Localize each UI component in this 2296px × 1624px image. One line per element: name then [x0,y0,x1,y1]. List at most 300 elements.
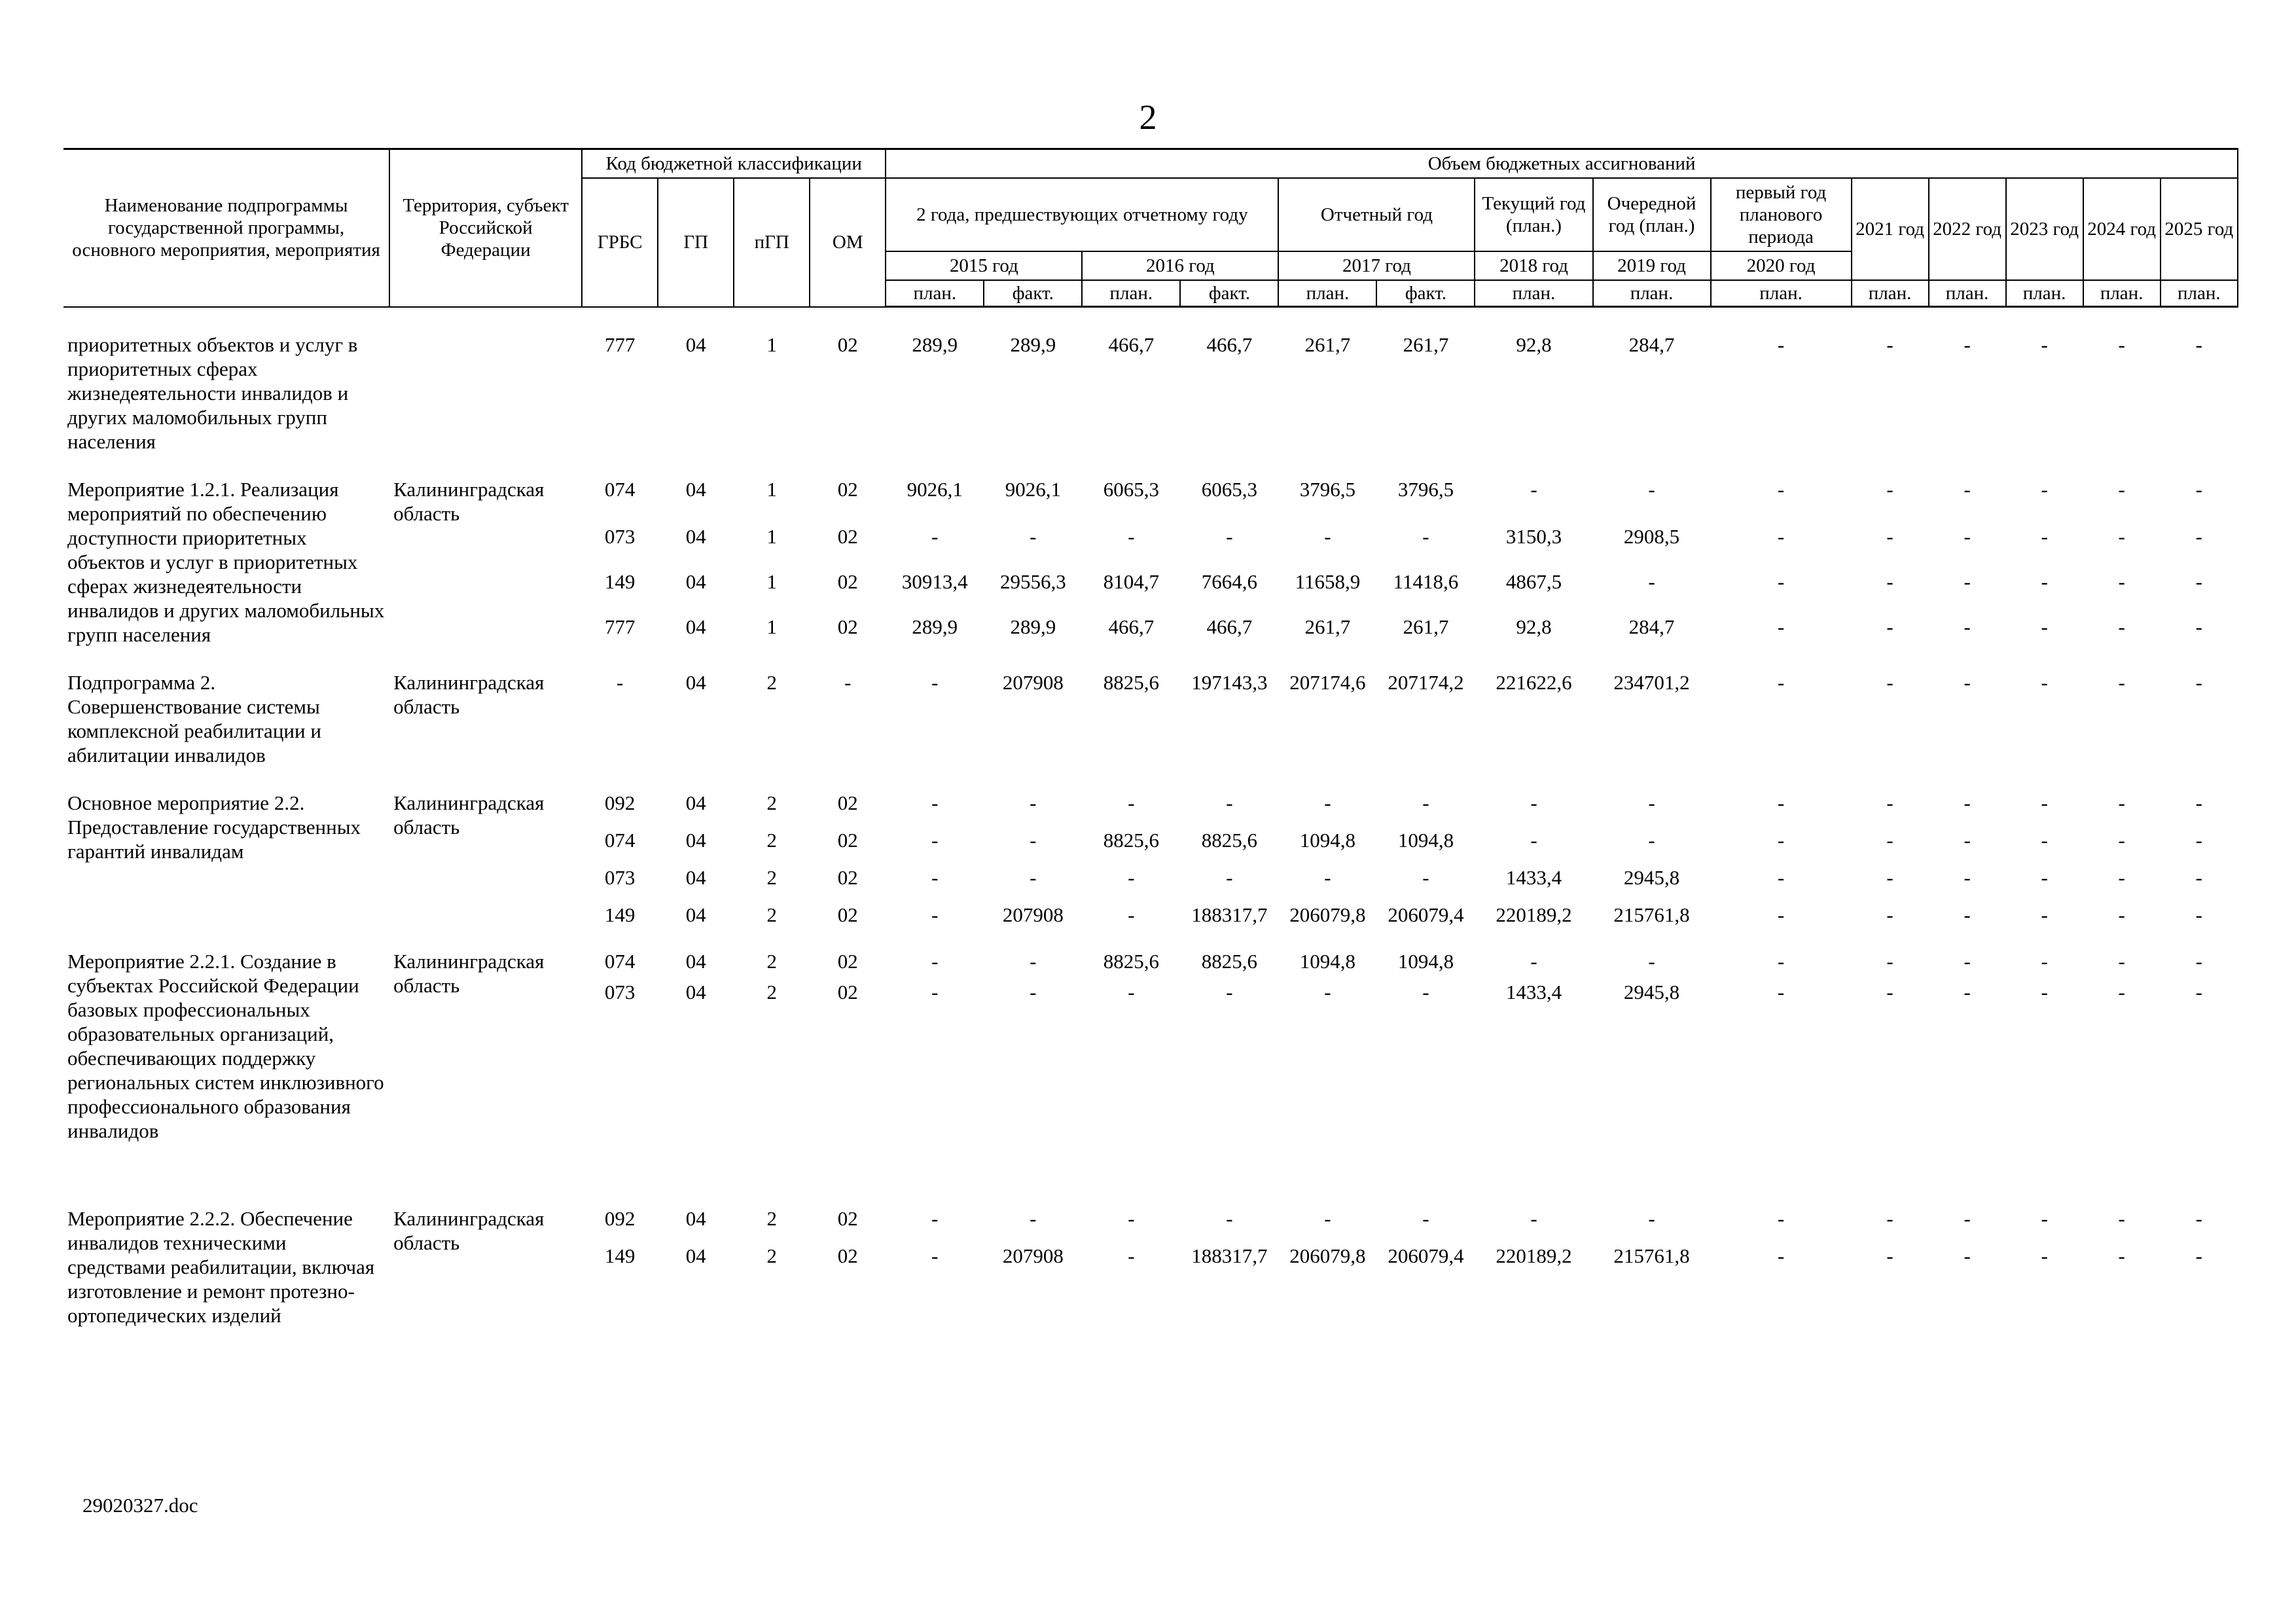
cell-om: 02 [837,903,858,926]
header-first-plan-year: первый год планового периода [1711,178,1852,251]
cell-2021-plan: - [1886,865,1893,889]
cell-2016-plan: 466,7 [1108,333,1155,356]
cell-2024-plan: - [2118,333,2125,356]
cell-gp: 04 [685,828,706,852]
header-plan: план. [1929,280,2006,307]
cell-2022-plan: - [1964,791,1971,814]
cell-2021-plan: - [1886,670,1893,694]
cell-2023-plan: - [2041,1244,2048,1267]
cell-2023-plan: - [2041,949,2048,973]
cell-om: 02 [837,1206,858,1230]
cell-2021-plan: - [1886,569,1893,593]
header-2022: 2022 год [1929,178,2006,280]
cell-2019-plan: 284,7 [1628,615,1675,638]
cell-2022-plan: - [1964,670,1971,694]
cell-2017-fact: - [1422,980,1429,1003]
cell-2019-plan: 215761,8 [1613,1244,1690,1267]
table-row [63,653,2238,774]
cell-2016-plan: - [1128,980,1135,1003]
cell-2015-fact: 207908 [1002,1244,1064,1267]
cell-2025-plan: - [2195,903,2202,926]
cell-2016-plan: - [1128,1244,1135,1267]
cell-2022-plan: - [1964,980,1971,1003]
cell-2022-plan: - [1964,828,1971,852]
cell-pgp: 1 [766,569,777,593]
cell-2024-plan: - [2118,1206,2125,1230]
cell-2020-plan: - [1777,569,1785,593]
cell-2020-plan: - [1777,477,1785,501]
cell-grbs: 073 [604,865,636,889]
cell-2025-plan: - [2195,980,2202,1003]
cell-2018-plan: 220189,2 [1496,1244,1572,1267]
cell-2023-plan: - [2041,569,2048,593]
cell-2020-plan: - [1777,791,1785,814]
cell-2017-fact: 206079,4 [1388,1244,1464,1267]
cell-2015-plan: - [931,1244,939,1267]
cell-gp: 04 [685,980,706,1003]
cell-2024-plan: - [2118,828,2125,852]
cell-2025-plan: - [2195,828,2202,852]
cell-2025-plan: - [2195,791,2202,814]
header-volume: Объем бюджетных ассигнований [886,149,2238,179]
cell-2019-plan: - [1648,791,1655,814]
cell-2025-plan: - [2195,865,2202,889]
row-territory [389,307,582,460]
cell-2024-plan: - [2118,865,2125,889]
cell-2025-plan: - [2195,477,2202,501]
cell-2024-plan: - [2118,477,2125,501]
cell-2015-plan: - [931,980,939,1003]
header-2020: 2020 год [1711,251,1852,280]
cell-2015-fact: 207908 [1002,670,1064,694]
cell-om: 02 [837,477,858,501]
cell-2023-plan: - [2041,524,2048,548]
cell-2017-plan: 1094,8 [1299,949,1356,973]
cell-2016-plan: 466,7 [1108,615,1155,638]
cell-gp: 04 [685,791,706,814]
cell-2016-fact: - [1226,524,1233,548]
row-name: приоритетных объектов и услуг в приоритетных сферах жизнедеятельности инвалидов и других маломобильных групп населения [67,333,358,453]
cell-2016-fact: - [1226,791,1233,814]
cell-2018-plan: - [1530,477,1537,501]
row-name: Подпрограмма 2. Совершенствование системы комплексной реабилитации и абилитации инвалидов [67,670,321,767]
cell-2015-plan: 9026,1 [906,477,963,501]
cell-2024-plan: - [2118,980,2125,1003]
cell-2022-plan: - [1964,524,1971,548]
cell-2025-plan: - [2195,569,2202,593]
cell-2020-plan: - [1777,1244,1785,1267]
cell-2016-fact: 6065,3 [1201,477,1258,501]
cell-2023-plan: - [2041,477,2048,501]
cell-om: - [844,670,852,694]
cell-pgp: 1 [766,524,777,548]
cell-2024-plan: - [2118,791,2125,814]
cell-2015-fact: - [1030,828,1037,852]
header-plan: план. [1593,280,1711,307]
cell-pgp: 2 [766,949,777,973]
cell-2018-plan: - [1530,949,1537,973]
cell-pgp: 1 [766,333,777,356]
cell-2022-plan: - [1964,1206,1971,1230]
cell-2015-fact: 289,9 [1010,615,1056,638]
cell-2017-fact: 11418,6 [1393,569,1459,593]
cell-2023-plan: - [2041,903,2048,926]
cell-2023-plan: - [2041,615,2048,638]
cell-pgp: 2 [766,670,777,694]
cell-grbs: 073 [604,524,636,548]
cell-grbs: 149 [604,1244,636,1267]
cell-2016-plan: 8104,7 [1103,569,1159,593]
cell-2016-plan: - [1128,865,1135,889]
cell-2015-fact: 29556,3 [999,569,1066,593]
cell-2016-fact: 188317,7 [1191,903,1268,926]
cell-pgp: 2 [766,828,777,852]
cell-2020-plan: - [1777,903,1785,926]
cell-2023-plan: - [2041,670,2048,694]
cell-2015-plan: - [931,828,939,852]
cell-2018-plan: - [1530,791,1537,814]
header-current-year: Текущий год (план.) [1475,178,1592,251]
cell-2015-plan: - [931,865,939,889]
cell-2016-fact: 188317,7 [1191,1244,1268,1267]
cell-2015-plan: - [931,791,939,814]
cell-2017-plan: 261,7 [1304,333,1351,356]
header-prev-years: 2 года, предшествующих отчетному году [886,178,1278,251]
header-2018: 2018 год [1475,251,1592,280]
cell-2021-plan: - [1886,903,1893,926]
cell-grbs: 074 [604,828,636,852]
cell-2025-plan: - [2195,670,2202,694]
cell-grbs: 777 [604,333,636,356]
cell-2019-plan: - [1648,477,1655,501]
cell-2020-plan: - [1777,949,1785,973]
cell-2016-plan: 6065,3 [1103,477,1159,501]
cell-2023-plan: - [2041,333,2048,356]
header-next-year: Очередной год (план.) [1593,178,1711,251]
table-row [63,774,2238,821]
cell-2017-plan: - [1324,1206,1331,1230]
cell-2016-fact: - [1226,865,1233,889]
cell-2020-plan: - [1777,670,1785,694]
cell-grbs: 074 [604,477,636,501]
cell-2015-fact: - [1030,791,1037,814]
header-plan: план. [1852,280,1929,307]
cell-2018-plan: 92,8 [1516,615,1552,638]
cell-om: 02 [837,865,858,889]
cell-2020-plan: - [1777,524,1785,548]
cell-om: 02 [837,980,858,1003]
cell-grbs: 092 [604,791,636,814]
cell-grbs: 092 [604,1206,636,1230]
cell-pgp: 2 [766,1206,777,1230]
cell-2020-plan: - [1777,1206,1785,1230]
cell-2016-fact: - [1226,980,1233,1003]
cell-2015-fact: 289,9 [1010,333,1056,356]
cell-grbs: 073 [604,980,636,1003]
cell-2016-plan: - [1128,524,1135,548]
cell-om: 02 [837,1244,858,1267]
cell-grbs: 149 [604,903,636,926]
header-2015: 2015 год [886,251,1082,280]
header-budget-code: Код бюджетной классификации [582,149,886,179]
cell-2017-plan: 206079,8 [1289,903,1366,926]
cell-2019-plan: - [1648,949,1655,973]
cell-2021-plan: - [1886,980,1893,1003]
cell-gp: 04 [685,569,706,593]
cell-2022-plan: - [1964,865,1971,889]
cell-pgp: 2 [766,1244,777,1267]
cell-2025-plan: - [2195,333,2202,356]
cell-2023-plan: - [2041,1206,2048,1230]
cell-2016-plan: 8825,6 [1103,949,1159,973]
cell-2024-plan: - [2118,569,2125,593]
cell-2021-plan: - [1886,1206,1893,1230]
cell-2017-fact: 261,7 [1403,615,1449,638]
cell-grbs: 149 [604,569,636,593]
cell-2021-plan: - [1886,333,1893,356]
cell-2018-plan: 4867,5 [1505,569,1562,593]
cell-pgp: 2 [766,865,777,889]
cell-2022-plan: - [1964,477,1971,501]
cell-2015-plan: 30913,4 [901,569,968,593]
cell-2016-fact: 197143,3 [1191,670,1268,694]
header-2021: 2021 год [1852,178,1929,280]
cell-om: 02 [837,949,858,973]
cell-2019-plan: 234701,2 [1613,670,1690,694]
cell-2018-plan: 220189,2 [1496,903,1572,926]
cell-2017-plan: - [1324,865,1331,889]
cell-2017-fact: 3796,5 [1397,477,1454,501]
header-plan: план. [1711,280,1852,307]
cell-gp: 04 [685,949,706,973]
header-plan: план. [1475,280,1592,307]
cell-2018-plan: 1433,4 [1505,865,1562,889]
cell-gp: 04 [685,670,706,694]
cell-2025-plan: - [2195,524,2202,548]
cell-2017-fact: 207174,2 [1388,670,1464,694]
cell-2021-plan: - [1886,615,1893,638]
cell-2021-plan: - [1886,828,1893,852]
cell-2017-fact: - [1422,1206,1429,1230]
cell-2025-plan: - [2195,949,2202,973]
cell-2019-plan: - [1648,828,1655,852]
cell-om: 02 [837,569,858,593]
header-plan: план. [1082,280,1180,307]
cell-om: 02 [837,791,858,814]
row-territory: Калининградская область [393,791,545,839]
cell-gp: 04 [685,524,706,548]
cell-2016-plan: - [1128,1206,1135,1230]
cell-2023-plan: - [2041,865,2048,889]
cell-2015-plan: - [931,949,939,973]
cell-2015-plan: - [931,903,939,926]
cell-pgp: 1 [766,615,777,638]
header-plan: план. [2083,280,2161,307]
cell-gp: 04 [685,477,706,501]
cell-2015-fact: - [1030,980,1037,1003]
page-number: 2 [1139,98,1157,137]
cell-gp: 04 [685,615,706,638]
cell-2017-plan: 206079,8 [1289,1244,1366,1267]
table-row [63,460,2238,518]
header-report-year: Отчетный год [1278,178,1475,251]
cell-2016-fact: 8825,6 [1201,828,1258,852]
header-gp: ГП [658,178,734,307]
cell-2020-plan: - [1777,980,1785,1003]
header-om: ОМ [810,178,886,307]
header-name: Наименование подпрограммы государственной программы, основного мероприятия, мероприятия [63,149,389,307]
cell-2020-plan: - [1777,828,1785,852]
cell-2024-plan: - [2118,903,2125,926]
row-name: Мероприятие 2.2.2. Обеспечение инвалидов техническими средствами реабилитации, включая изготовление и ремонт протезно-ортопедических изделий [67,1206,375,1327]
cell-2016-plan: - [1128,903,1135,926]
cell-2015-fact: 9026,1 [1005,477,1061,501]
cell-2017-plan: 207174,6 [1289,670,1366,694]
cell-2016-fact: 466,7 [1206,333,1253,356]
cell-2017-fact: - [1422,865,1429,889]
row-territory: Калининградская область [393,477,545,525]
cell-om: 02 [837,828,858,852]
header-2019: 2019 год [1593,251,1711,280]
header-fact: факт. [984,280,1082,307]
cell-2015-fact: - [1030,865,1037,889]
cell-2024-plan: - [2118,1244,2125,1267]
cell-2015-fact: - [1030,1206,1037,1230]
cell-2015-fact: - [1030,949,1037,973]
cell-2017-plan: 3796,5 [1299,477,1356,501]
cell-grbs: - [617,670,624,694]
footer-filename: 29020327.doc [82,1494,198,1517]
cell-2019-plan: 2945,8 [1623,865,1680,889]
row-name: Мероприятие 2.2.1. Создание в субъектах Российской Федерации базовых профессиональных образовательных организаций, обеспечивающих поддержку региональных систем инклюзивного профессионального образования инвалидов [67,949,384,1142]
cell-2024-plan: - [2118,615,2125,638]
cell-2018-plan: - [1530,1206,1537,1230]
cell-2025-plan: - [2195,615,2202,638]
cell-gp: 04 [685,865,706,889]
cell-2020-plan: - [1777,333,1785,356]
cell-2023-plan: - [2041,828,2048,852]
cell-2021-plan: - [1886,477,1893,501]
cell-2022-plan: - [1964,1244,1971,1267]
header-plan: план. [886,280,984,307]
cell-2021-plan: - [1886,1244,1893,1267]
header-2024: 2024 год [2083,178,2161,280]
header-fact: факт. [1376,280,1475,307]
header-plan: план. [2006,280,2083,307]
header-grbs: ГРБС [582,178,658,307]
cell-2015-fact: - [1030,524,1037,548]
cell-2017-fact: - [1422,791,1429,814]
cell-gp: 04 [685,1206,706,1230]
header-2016: 2016 год [1082,251,1278,280]
cell-pgp: 2 [766,980,777,1003]
cell-2017-fact: 1094,8 [1397,949,1454,973]
cell-2015-plan: - [931,524,939,548]
cell-2022-plan: - [1964,615,1971,638]
row-territory: Калининградская область [393,1206,545,1254]
cell-gp: 04 [685,333,706,356]
row-territory: Калининградская область [393,670,545,718]
cell-2017-fact: 1094,8 [1397,828,1454,852]
cell-2021-plan: - [1886,791,1893,814]
cell-pgp: 2 [766,903,777,926]
cell-om: 02 [837,615,858,638]
cell-2019-plan: - [1648,569,1655,593]
cell-om: 02 [837,524,858,548]
cell-2025-plan: - [2195,1206,2202,1230]
cell-grbs: 777 [604,615,636,638]
cell-2017-plan: - [1324,980,1331,1003]
table-row [63,307,2238,460]
cell-2024-plan: - [2118,670,2125,694]
header-2017: 2017 год [1278,251,1475,280]
cell-2016-fact: 7664,6 [1201,569,1258,593]
header-plan: план. [1278,280,1376,307]
cell-2015-plan: 289,9 [912,615,958,638]
budget-table [63,148,2238,1362]
row-name: Основное мероприятие 2.2. Предоставление государственных гарантий инвалидам [67,791,361,863]
table-row [63,1189,2238,1237]
cell-2017-plan: - [1324,791,1331,814]
cell-2022-plan: - [1964,333,1971,356]
cell-2019-plan: 284,7 [1628,333,1675,356]
cell-2016-fact: - [1226,1206,1233,1230]
cell-2017-plan: 11658,9 [1295,569,1361,593]
cell-2015-plan: - [931,670,939,694]
cell-2025-plan: - [2195,1244,2202,1267]
header-fact: факт. [1180,280,1278,307]
cell-2017-fact: 261,7 [1403,333,1449,356]
cell-2022-plan: - [1964,949,1971,973]
cell-2024-plan: - [2118,524,2125,548]
cell-2015-fact: 207908 [1002,903,1064,926]
cell-2018-plan: 221622,6 [1496,670,1572,694]
cell-2020-plan: - [1777,865,1785,889]
cell-2021-plan: - [1886,949,1893,973]
cell-2019-plan: - [1648,1206,1655,1230]
cell-om: 02 [837,333,858,356]
cell-2017-plan: 261,7 [1304,615,1351,638]
header-territory: Территория, субъект Российской Федерации [389,149,582,307]
table-row [63,933,2238,973]
cell-2020-plan: - [1777,615,1785,638]
cell-2015-plan: 289,9 [912,333,958,356]
cell-2017-plan: - [1324,524,1331,548]
cell-2017-fact: 206079,4 [1388,903,1464,926]
cell-2019-plan: 215761,8 [1613,903,1690,926]
cell-2017-plan: 1094,8 [1299,828,1356,852]
cell-2018-plan: - [1530,828,1537,852]
cell-grbs: 074 [604,949,636,973]
cell-2016-fact: 466,7 [1206,615,1253,638]
header-2023: 2023 год [2006,178,2083,280]
cell-2018-plan: 3150,3 [1505,524,1562,548]
cell-2017-fact: - [1422,524,1429,548]
cell-2016-plan: 8825,6 [1103,670,1159,694]
cell-2024-plan: - [2118,949,2125,973]
cell-2018-plan: 1433,4 [1505,980,1562,1003]
header-pgp: пГП [734,178,810,307]
cell-2019-plan: 2945,8 [1623,980,1680,1003]
header-plan: план. [2161,280,2238,307]
cell-2016-fact: 8825,6 [1201,949,1258,973]
cell-2019-plan: 2908,5 [1623,524,1680,548]
cell-2015-plan: - [931,1206,939,1230]
cell-pgp: 1 [766,477,777,501]
cell-gp: 04 [685,1244,706,1267]
cell-2016-plan: - [1128,791,1135,814]
cell-pgp: 2 [766,791,777,814]
